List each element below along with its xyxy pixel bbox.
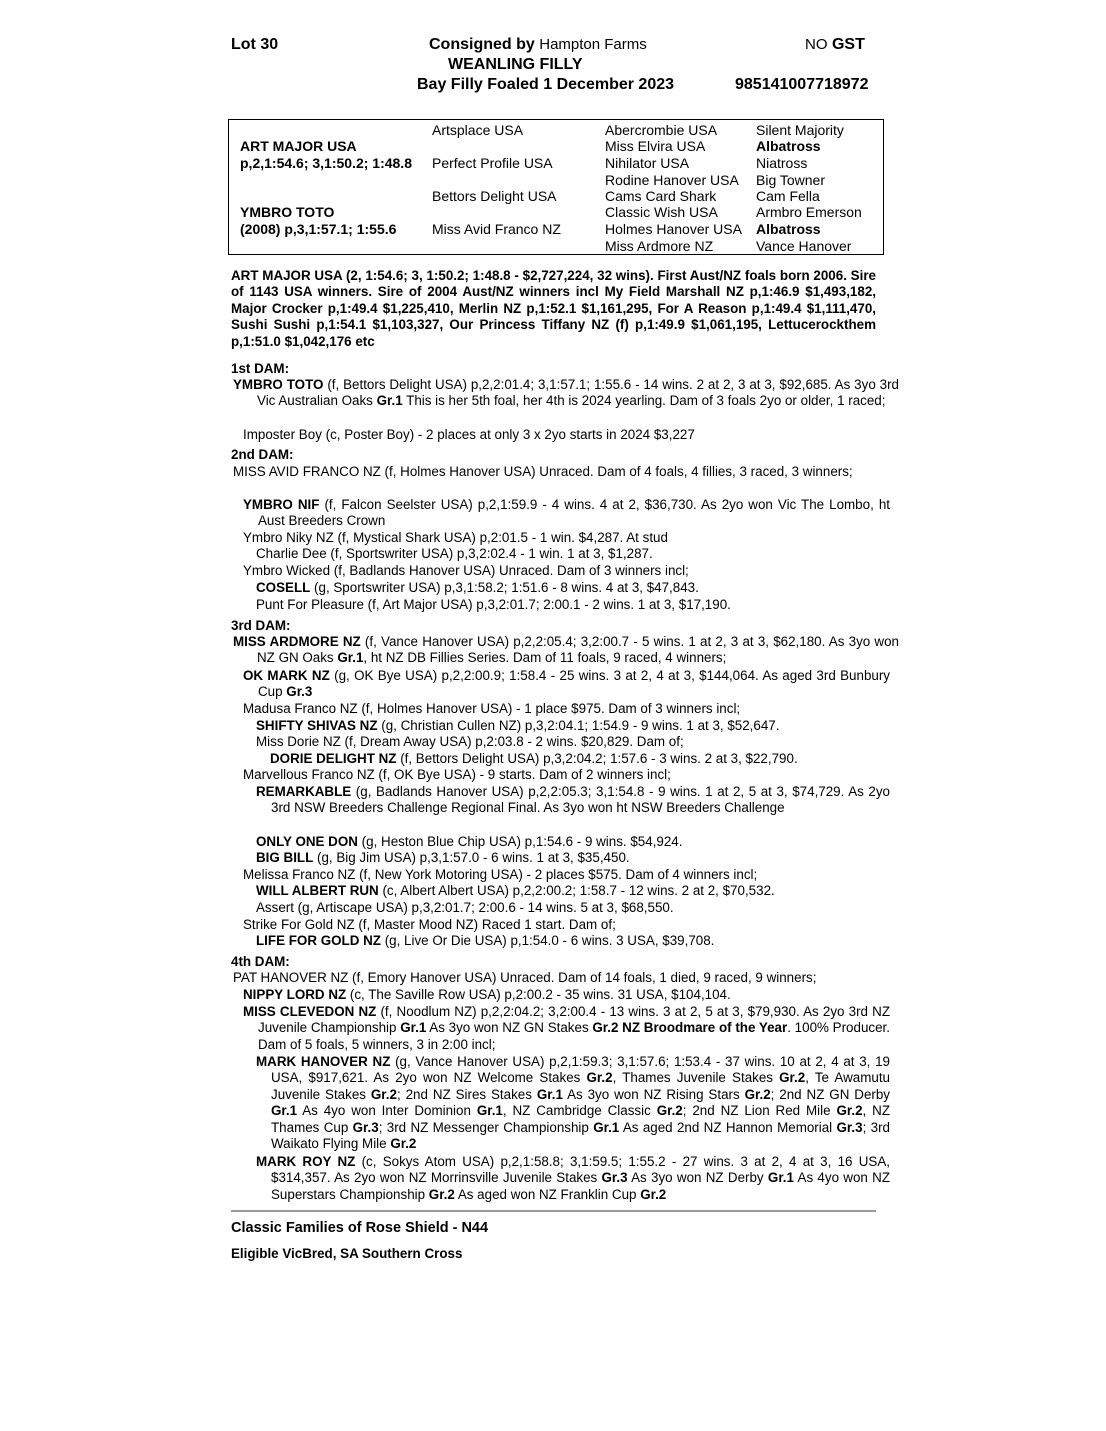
pedigree-g3: Cams Card Shark xyxy=(605,188,717,204)
family-line: Classic Families of Rose Shield - N44 xyxy=(231,1220,489,1236)
progeny-entry: Marvellous Franco NZ (f, OK Bye USA) - 9 starts. Dam of 2 winners incl; xyxy=(243,767,671,782)
progeny-entry: Madusa Franco NZ (f, Holmes Hanover USA) - 1 place $975. Dam of 3 winners incl; xyxy=(243,701,741,716)
race-grade: Gr.1 xyxy=(337,650,364,666)
race-grade: Gr.2 xyxy=(390,1136,417,1152)
progeny-name: WILL ALBERT RUN xyxy=(256,883,379,898)
progeny-entry xyxy=(256,834,682,850)
pedigree-g3: Classic Wish USA xyxy=(605,204,718,220)
progeny-entry xyxy=(256,850,630,866)
progeny-text: ; 2nd NZ GN Derby xyxy=(770,1086,890,1102)
pedigree-g3: Abercrombie USA xyxy=(605,122,718,138)
pedigree-g3: Miss Elvira USA xyxy=(605,138,706,154)
progeny-text: , Te Awamutu Juvenile Stakes xyxy=(271,1070,890,1102)
second-dam-heading: 2nd DAM: xyxy=(231,447,294,462)
lot-title: WEANLING FILLY xyxy=(448,56,583,73)
first-dam-heading: 1st DAM: xyxy=(231,361,290,376)
first-dam-name: YMBRO TOTO xyxy=(233,377,324,392)
progeny-entry xyxy=(256,718,779,734)
progeny-entry: Strike For Gold NZ (f, Master Mood NZ) Raced 1 start. Dam of; xyxy=(243,917,616,932)
third-dam-name: MISS ARDMORE NZ xyxy=(233,634,361,649)
sire-summary: ART MAJOR USA (2, 1:54.6; 3, 1:50.2; 1:48.8 - $2,727,224, 32 wins). First Aust/NZ foals born 2006. Sire of 1143 USA winners. Sire of 2004 Aust/NZ winners incl My Field Marshall NZ p,1:46.9 $1,493,182, Major Crocker p,1:49.4 $1,225,410, Merlin NZ p,1:52.1 $1,161,295, For A Reason p,1:49.4 $1,111,470, Sushi Sushi p,1:54.1 $1,103,327, Our Princess Tiffany NZ (f) p,1:49.9 $1,061,195, Lettucerockthem p,1:51.0 $1,042,176 etc xyxy=(231,268,876,349)
race-grade: Gr.3 xyxy=(286,684,313,700)
progeny-name: MARK HANOVER NZ xyxy=(256,1054,391,1069)
progeny-text: As aged won NZ Franklin Cup xyxy=(454,1186,641,1202)
pedigree-g2: Miss Avid Franco NZ xyxy=(432,221,561,237)
pedigree-g4: Albatross xyxy=(756,138,821,154)
consignor-name: Hampton Farms xyxy=(539,36,647,53)
progeny-entry xyxy=(256,1154,890,1203)
progeny-text: (f, Falcon Seelster USA) p,2,1:59.9 - 4 wins. 4 at 2, $36,730. As 2yo won Vic The Lombo, ht Aust Breeders Crown xyxy=(258,497,890,529)
pedigree-g4: Silent Majority xyxy=(756,122,844,138)
race-grade: Gr.3 xyxy=(352,1119,379,1135)
race-grade: Gr.2 xyxy=(836,1103,863,1119)
race-grade: Gr.2 xyxy=(744,1086,771,1102)
fourth-dam-entry: PAT HANOVER NZ (f, Emory Hanover USA) Unraced. Dam of 14 foals, 1 died, 9 raced, 9 winners; xyxy=(233,970,817,985)
pedigree-g4: Armbro Emerson xyxy=(756,204,862,220)
progeny-name: SHIFTY SHIVAS NZ xyxy=(256,718,378,733)
progeny-text: (g, Badlands Hanover USA) p,2,2:05.3; 3,1:54.8 - 9 wins. 1 at 2, 5 at 3, $74,729. As 2yo 3rd NSW Breeders Challenge Regional Final. As 3yo won ht NSW Breeders Challenge xyxy=(271,784,890,816)
race-grade: Gr.2 xyxy=(370,1086,397,1102)
progeny-entry: Ymbro Niky NZ (f, Mystical Shark USA) p,2:01.5 - 1 win. $4,287. At stud xyxy=(243,530,668,545)
consignor-line xyxy=(429,36,647,54)
progeny-text: As 3yo won NZ GN Stakes xyxy=(426,1020,593,1036)
fourth-dam-heading: 4th DAM: xyxy=(231,954,290,969)
progeny-entry: Ymbro Wicked (f, Badlands Hanover USA) Unraced. Dam of 3 winners incl; xyxy=(243,563,689,578)
progeny-text: , NZ Thames Cup xyxy=(271,1103,890,1135)
third-dam-entry xyxy=(233,634,899,667)
gst-status xyxy=(805,36,865,54)
progeny-text: As 3yo won NZ Derby xyxy=(627,1170,768,1186)
pedigree-g3: Rodine Hanover USA xyxy=(605,172,739,188)
race-grade: Gr.3 xyxy=(836,1119,863,1135)
progeny-name: MARK ROY NZ xyxy=(256,1154,356,1169)
pedigree-g2: Artsplace USA xyxy=(432,122,524,138)
race-grade: Gr.1 xyxy=(767,1170,794,1186)
progeny-name: NIPPY LORD NZ xyxy=(243,987,347,1002)
progeny-text: . 100% Producer. Dam of 5 foals, 5 winners, 3 in 2:00 incl; xyxy=(258,1020,890,1052)
pedigree-g4: Niatross xyxy=(756,155,808,171)
progeny-text: As 4yo won Inter Dominion xyxy=(297,1103,477,1119)
first-dam-entry xyxy=(233,377,899,410)
progeny-entry: Miss Dorie NZ (f, Dream Away USA) p,2:03.8 - 2 wins. $20,829. Dam of; xyxy=(256,734,684,749)
progeny-entry: Imposter Boy (c, Poster Boy) - 2 places at only 3 x 2yo starts in 2024 $3,227 xyxy=(243,427,695,442)
progeny-name: REMARKABLE xyxy=(256,784,352,799)
gst-prefix: NO xyxy=(805,36,828,53)
race-grade: Gr.1 xyxy=(593,1119,620,1135)
progeny-name: ONLY ONE DON xyxy=(256,834,358,849)
progeny-name: BIG BILL xyxy=(256,850,314,865)
progeny-text: ; 3rd Waikato Flying Mile xyxy=(271,1119,890,1152)
progeny-text: (f, Bettors Delight USA) p,3,2:04.2; 1:57.6 - 3 wins. 2 at 3, $22,790. xyxy=(396,751,798,766)
microchip-number: 985141007718972 xyxy=(735,76,869,93)
pedigree-g4: Vance Hanover xyxy=(756,238,852,254)
pedigree-dam: YMBRO TOTO xyxy=(240,204,335,220)
pedigree-g3: Miss Ardmore NZ xyxy=(605,238,714,254)
race-grade: Gr.2 xyxy=(656,1103,683,1119)
progeny-text: (g, Heston Blue Chip USA) p,1:54.6 - 9 wins. $54,924. xyxy=(357,834,683,849)
progeny-text: As 4yo won NZ Superstars Championship xyxy=(271,1170,890,1202)
race-grade: Gr.2 xyxy=(428,1186,455,1202)
race-grade: Gr.1 xyxy=(400,1020,427,1036)
progeny-name: YMBRO NIF xyxy=(243,497,320,512)
race-grade: Gr.2 xyxy=(640,1186,667,1202)
pedigree-g4: Big Towner xyxy=(756,172,826,188)
progeny-text: As aged 2nd NZ Hannon Memorial xyxy=(619,1119,837,1135)
progeny-text: (g, Live Or Die USA) p,1:54.0 - 6 wins. 3 USA, $39,708. xyxy=(380,933,715,948)
progeny-name: DORIE DELIGHT NZ xyxy=(270,751,397,766)
first-dam-text-cont: This is her 5th foal, her 4th is 2024 yearling. Dam of 3 foals 2yo or older, 1 raced; xyxy=(402,393,886,409)
eligibility-line: Eligible VicBred, SA Southern Cross xyxy=(231,1246,463,1261)
progeny-text: (c, Albert Albert USA) p,2,2:00.2; 1:58.7 - 12 wins. 2 at 2, $70,532. xyxy=(378,883,775,898)
progeny-name: LIFE FOR GOLD NZ xyxy=(256,933,381,948)
progeny-name: OK MARK NZ xyxy=(243,668,330,683)
third-dam-text-cont: , ht NZ DB Fillies Series. Dam of 11 foals, 9 raced, 4 winners; xyxy=(363,650,727,666)
progeny-entry xyxy=(243,497,890,530)
race-grade: Gr.2 xyxy=(586,1070,613,1086)
progeny-text: (g, Big Jim USA) p,3,1:57.0 - 6 wins. 1 at 3, $35,450. xyxy=(313,850,630,865)
section-divider xyxy=(231,1210,876,1212)
second-dam-entry: MISS AVID FRANCO NZ (f, Holmes Hanover USA) Unraced. Dam of 4 foals, 4 fillies, 3 raced, 3 winners; xyxy=(233,464,853,479)
pedigree-sire-record: p,2,1:54.6; 3,1:50.2; 1:48.8 xyxy=(240,155,412,171)
foaled-line: Bay Filly Foaled 1 December 2023 xyxy=(417,76,675,93)
consigned-prefix: Consigned by xyxy=(429,36,535,53)
progeny-text: (f, Noodlum NZ) p,2,2:04.2; 3,2:00.4 - 13 wins. 3 at 2, 5 at 3, $79,930. As 2yo 3rd NZ Juvenile Championship xyxy=(258,1004,890,1036)
pedigree-g2: Bettors Delight USA xyxy=(432,188,557,204)
progeny-name: MISS CLEVEDON NZ xyxy=(243,1004,377,1019)
race-grade: Gr.1 xyxy=(536,1086,563,1102)
progeny-entry xyxy=(270,751,798,767)
race-grade: Gr.2 NZ Broodmare of the Year xyxy=(592,1020,788,1036)
progeny-entry: Melissa Franco NZ (f, New York Motoring USA) - 2 places $575. Dam of 4 winners incl; xyxy=(243,867,758,882)
progeny-entry xyxy=(256,1054,890,1152)
progeny-text: (g, Vance Hanover USA) p,2,1:59.3; 3,1:57.6; 1:53.4 - 37 wins. 10 at 2, 4 at 3, 19 USA, $917,621. As 2yo won NZ Welcome Stakes xyxy=(271,1054,890,1086)
race-grade: Gr.1 xyxy=(376,393,403,409)
gst-label: GST xyxy=(831,36,865,53)
progeny-entry xyxy=(256,933,714,949)
progeny-text: (g, OK Bye USA) p,2,2:00.9; 1:58.4 - 25 wins. 3 at 2, 4 at 3, $144,064. As aged 3rd Bunbury Cup xyxy=(258,668,890,700)
progeny-text: (c, The Saville Row USA) p,2:00.2 - 35 wins. 31 USA, $104,104. xyxy=(346,987,731,1002)
progeny-text: (g, Sportswriter USA) p,3,1:58.2; 1:51.6 - 8 wins. 4 at 3, $47,843. xyxy=(310,580,699,595)
lot-number: Lot 30 xyxy=(231,36,279,53)
progeny-entry: Punt For Pleasure (f, Art Major USA) p,3,2:01.7; 2:00.1 - 2 wins. 1 at 3, $17,190. xyxy=(256,597,731,612)
pedigree-dam-record: (2008) p,3,1:57.1; 1:55.6 xyxy=(240,221,397,237)
progeny-text: ; 2nd NZ Lion Red Mile xyxy=(682,1103,837,1119)
race-grade: Gr.3 xyxy=(601,1170,628,1186)
progeny-text: ; 2nd NZ Sires Stakes xyxy=(396,1086,537,1102)
progeny-entry xyxy=(256,784,890,817)
first-dam-text: (f, Bettors Delight USA) p,2,2:01.4; 3,1:57.1; 1:55.6 - 14 wins. 2 at 2, 3 at 3, $92,685. As 3yo 3rd Vic Australian Oaks xyxy=(257,377,899,409)
progeny-entry xyxy=(256,883,775,899)
third-dam-heading: 3rd DAM: xyxy=(231,618,291,633)
progeny-name: COSELL xyxy=(256,580,311,595)
progeny-text: As 3yo won NZ Rising Stars xyxy=(562,1086,745,1102)
progeny-text: , NZ Cambridge Classic xyxy=(502,1103,657,1119)
progeny-text: (c, Sokys Atom USA) p,2,1:58.8; 3,1:59.5; 1:55.2 - 27 wins. 3 at 2, 4 at 3, 16 USA, $314,357. As 2yo won NZ Morrinsville Juvenile Stakes xyxy=(271,1154,890,1186)
progeny-entry xyxy=(243,987,731,1003)
pedigree-g4: Cam Fella xyxy=(756,188,820,204)
progeny-entry xyxy=(256,580,699,596)
pedigree-g3: Nihilator USA xyxy=(605,155,690,171)
third-dam-text: (f, Vance Hanover USA) p,2,2:05.4; 3,2:00.7 - 5 wins. 1 at 2, 3 at 3, $62,180. As 3yo won NZ GN Oaks xyxy=(257,634,899,666)
race-grade: Gr.1 xyxy=(271,1103,298,1119)
race-grade: Gr.1 xyxy=(476,1103,503,1119)
race-grade: Gr.2 xyxy=(779,1070,806,1086)
pedigree-g3: Holmes Hanover USA xyxy=(605,221,742,237)
progeny-text: (g, Christian Cullen NZ) p,3,2:04.1; 1:54.9 - 9 wins. 1 at 3, $52,647. xyxy=(377,718,780,733)
progeny-entry xyxy=(243,1004,890,1053)
pedigree-g2: Perfect Profile USA xyxy=(432,155,553,171)
progeny-text: ; 3rd NZ Messenger Championship xyxy=(378,1119,594,1135)
progeny-entry xyxy=(243,668,890,701)
pedigree-g4: Albatross xyxy=(756,221,821,237)
progeny-text: , Thames Juvenile Stakes xyxy=(612,1070,780,1086)
pedigree-sire: ART MAJOR USA xyxy=(240,138,357,154)
progeny-entry: Assert (g, Artiscape USA) p,3,2:01.7; 2:00.6 - 14 wins. 5 at 3, $68,550. xyxy=(256,900,674,915)
progeny-entry: Charlie Dee (f, Sportswriter USA) p,3,2:02.4 - 1 win. 1 at 3, $1,287. xyxy=(256,546,653,561)
